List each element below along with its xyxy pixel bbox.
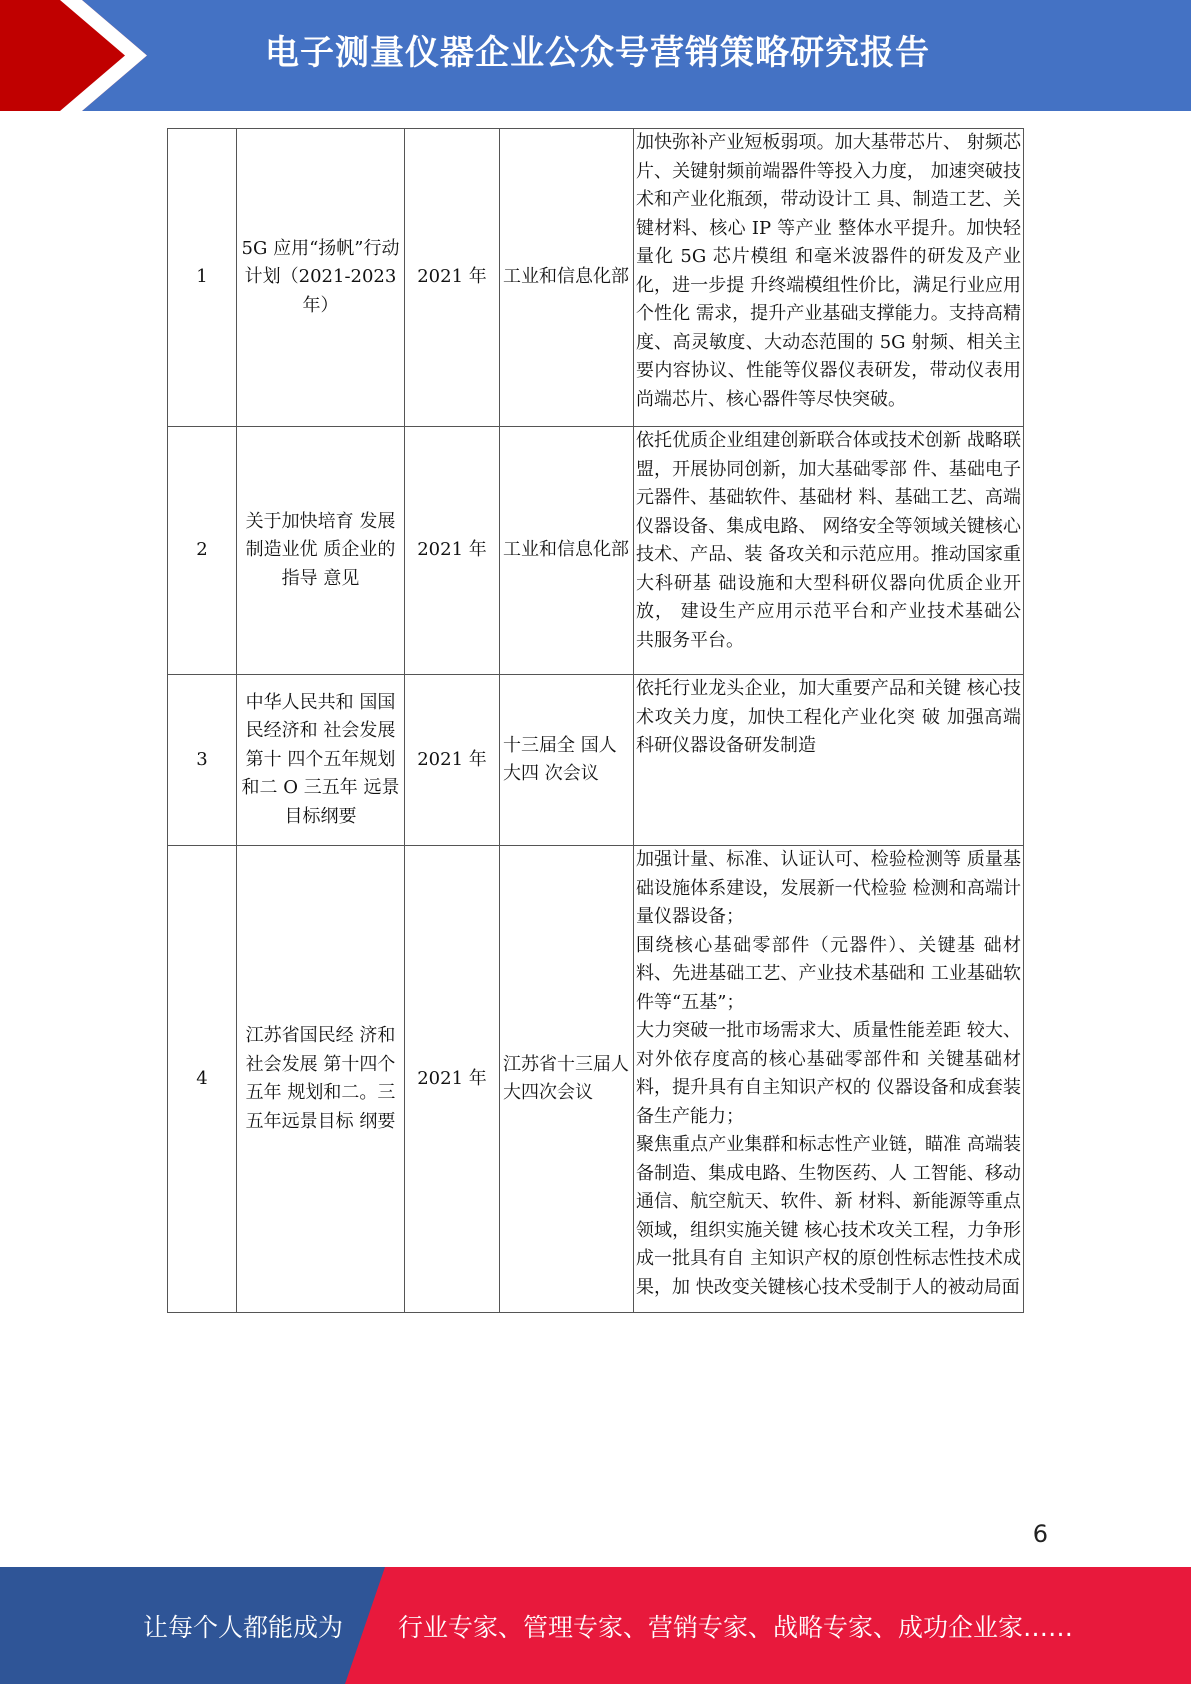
content-paragraph: 聚焦重点产业集群和标志性产业链，瞄准 高端装备制造、集成电路、生物医药、人 工智能、移动通信、航空航天、软件、新 材料、新能源等重点领域，组织实施关键 核心技术攻关工程，力争形成一批具有自 主知识产权的原创性标志性技术成果，加 快改变关键核心技术受制于人的被动局面 bbox=[636, 1134, 1021, 1298]
footer-band bbox=[0, 1567, 1191, 1684]
content-paragraph: 加强计量、标准、认证认可、检验检测等 质量基础设施体系建设，发展新一代检验 检测和高端计量仪器设备； bbox=[636, 849, 1021, 927]
row-number: 2 bbox=[168, 427, 237, 675]
policy-table bbox=[167, 128, 1024, 1313]
issuing-org: 江苏省十三届人大四次会议 bbox=[500, 846, 634, 1313]
policy-name: 关于加快培育 发展制造业优 质企业的指导 意见 bbox=[237, 427, 405, 675]
footer-slogan: 让每个人都能成为 bbox=[143, 1613, 344, 1642]
policy-content bbox=[634, 675, 1024, 846]
content-paragraph: 大力突破一批市场需求大、质量性能差距 较大、对外依存度高的核心基础零部件和 关键基础材料，提升具有自主知识产权的 仪器设备和成套装备生产能力； bbox=[636, 1020, 1021, 1127]
issuing-org: 工业和信息化部 bbox=[500, 129, 634, 427]
policy-content bbox=[634, 846, 1024, 1313]
policy-year: 2021 年 bbox=[405, 427, 500, 675]
content-paragraph: 加快弥补产业短板弱项。加大基带芯片、 射频芯片、关键射频前端器件等投入力度， 加速突破技术和产业化瓶颈，带动设计工 具、制造工艺、关键材料、核心 IP 等产业 整体水平提升。加快轻量化 5G 芯片模组 和毫米波器件的研发及产业化，进一步提 升终端模组性价比，满足行业应用个性化 需求，提升产业基础支撑能力。支持高精 度、高灵敏度、大动态范围的 5G 射频、相关主要内容协议、性能等仪器仪表研发，带动仪表用 尚端芯片、核心器件等尽快突破。 bbox=[636, 132, 1021, 410]
row-number: 1 bbox=[168, 129, 237, 427]
issuing-org: 工业和信息化部 bbox=[500, 427, 634, 675]
row-number: 3 bbox=[168, 675, 237, 846]
content-paragraph: 依托优质企业组建创新联合体或技术创新 战略联盟，开展协同创新，加大基础零部 件、基础电子元器件、基础软件、基础材 料、基础工艺、高端仪器设备、集成电路、 网络安全等领域关键核心技术、产品、装 备攻关和示范应用。推动国家重大科研基 础设施和大型科研仪器向优质企业开放， 建设生产应用示范平台和产业技术基础公 共服务平台。 bbox=[636, 430, 1021, 651]
policy-year: 2021 年 bbox=[405, 129, 500, 427]
policy-content bbox=[634, 427, 1024, 675]
content-paragraph: 依托行业龙头企业，加大重要产品和关键 核心技术攻关力度，加快工程化产业化突 破 加强高端科研仪器设备研发制造 bbox=[636, 678, 1021, 756]
table-row bbox=[168, 675, 1024, 846]
table-row bbox=[168, 846, 1024, 1313]
header-band bbox=[0, 0, 1191, 111]
policy-year: 2021 年 bbox=[405, 675, 500, 846]
page-number: 6 bbox=[1032, 1520, 1048, 1548]
content-paragraph: 围绕核心基础零部件（元器件）、关键基 础材料、先进基础工艺、产业技术基础和 工业基础软件等“五基”； bbox=[636, 934, 1021, 1013]
policy-name: 江苏省国民经 济和社会发展 第十四个五年 规划和二。三 五年远景目标 纲要 bbox=[237, 846, 405, 1313]
table-row bbox=[168, 427, 1024, 675]
policy-name: 5G 应用“扬帆”行动计划（2021-2023 年） bbox=[237, 129, 405, 427]
row-number: 4 bbox=[168, 846, 237, 1313]
table-row bbox=[168, 129, 1024, 427]
policy-name: 中华人民共和 国国民经济和 社会发展第十 四个五年规划 和二 O 三五年 远景目标纲要 bbox=[237, 675, 405, 846]
footer-roles: 行业专家、管理专家、营销专家、战略专家、成功企业家…… bbox=[398, 1613, 1074, 1642]
issuing-org: 十三届全 国人大四 次会议 bbox=[500, 675, 634, 846]
policy-content bbox=[634, 129, 1024, 427]
policy-year: 2021 年 bbox=[405, 846, 500, 1313]
page-title: 电子测量仪器企业公众号营销策略研究报告 bbox=[265, 33, 930, 73]
header-arrow-icon bbox=[0, 0, 160, 111]
